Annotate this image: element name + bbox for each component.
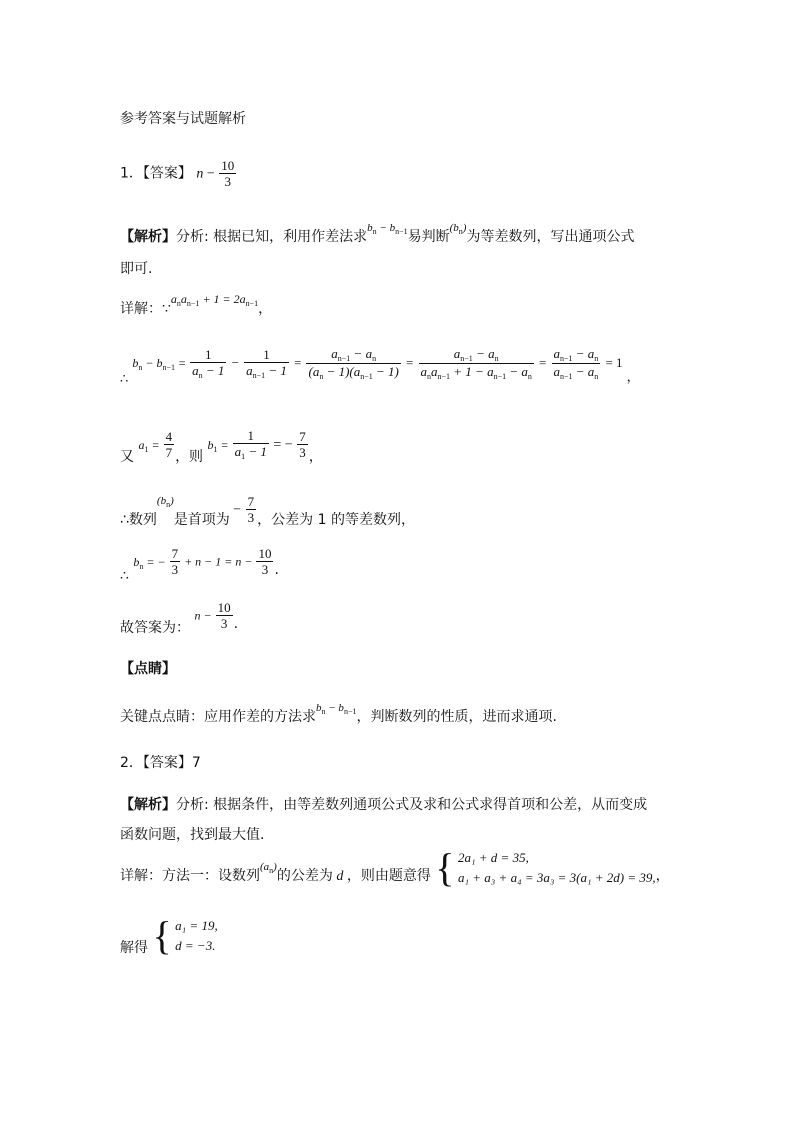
q1-answer-head: 1．【答案】 bbox=[120, 165, 192, 182]
q1-line6-tail: . bbox=[274, 561, 279, 578]
q2-answer-line: 2．【答案】7 bbox=[120, 755, 201, 771]
q1-detail-label: 详解： bbox=[120, 301, 162, 317]
q1-detail-tail: ， bbox=[258, 301, 273, 317]
q1-line4-tail: ， bbox=[308, 448, 323, 465]
q1-analysis-text-c: 为等差数列，写出通项公式 bbox=[466, 229, 635, 245]
q1-line4-mid: ，则 bbox=[175, 448, 204, 465]
q1-line4-pre: 又 bbox=[120, 448, 134, 465]
q2-system1-row2: a₁ + a₃ + a₄ = 3a₃ = 3(a₁ + 2d) = 39, bbox=[458, 870, 656, 885]
q1-point-text: 关键点点睛：应用作差的方法求$^{b_n - b_{n-1}}$，判断数列的性质，进而求通项. bbox=[120, 702, 557, 725]
page-title: 参考答案与试题解析 bbox=[120, 111, 246, 127]
q2-system2-row2: d = −3. bbox=[175, 938, 216, 953]
q1-answer-line: 1．【答案】 n − $\frac{10}{3}$ bbox=[120, 158, 235, 189]
q1-point-label-text: 【点睛】 bbox=[120, 661, 176, 677]
q1-initial-terms: 又 $a_1$ = $\frac{4}{7}$ ，则 $b_1$ = $\frac{1}{a_1 - 1}$ = − $\frac{7}{3}$ ， bbox=[120, 428, 323, 465]
q1-point-text-b: ，判断数列的性质，进而求通项. bbox=[356, 709, 557, 725]
q1-sequence-statement: ∴数列$^{(b_n)}$是首项为 − $\frac{7}{3}$ ，公差为 1 的等差数列， bbox=[120, 494, 415, 528]
q2-analysis bbox=[120, 790, 647, 850]
q1-final-answer: 故答案为： n − $\frac{10}{3}$ . bbox=[120, 600, 239, 636]
q2-detail-line: 详解：方法一：设数列$^{(a_n)}$的公差为 d ，则由题意得 { 2a₁ + d = 35, a₁ + a₃ + a₄ = 3a₃ = 3(a₁ + 2d) = 39, ， bbox=[120, 845, 670, 890]
q1-point-label bbox=[120, 658, 176, 678]
q1-line3-tail: ， bbox=[626, 370, 640, 385]
q1-analysis: 【解析】分析: 根据已知，利用作差法求$^{b_n - b_{n-1}}$易判断$^{(b_n)}$为等差数列，写出通项公式 即可. bbox=[120, 222, 635, 277]
q2-detail-mid2: ，则由题意得 bbox=[346, 868, 431, 884]
q2-solve-pre: 解得 bbox=[120, 940, 148, 956]
q1-line5-tail: ，公差为 1 的等差数列， bbox=[257, 511, 415, 528]
q1-point-text-a: 关键点点睛：应用作差的方法求 bbox=[120, 709, 316, 725]
q2-system2-row1: a₁ = 19, bbox=[175, 918, 218, 933]
q1-line7-tail: . bbox=[233, 615, 239, 632]
q2-detail-pre: 详解：方法一：设数列 bbox=[120, 868, 260, 884]
q1-analysis-text-d: 即可. bbox=[120, 261, 153, 277]
q2-analysis-text-a: 分析: 根据条件，由等差数列通项公式及求和公式求得首项和公差，从而变成 bbox=[176, 797, 648, 813]
q2-analysis-label: 【解析】 bbox=[120, 797, 176, 813]
q1-line7-pre: 故答案为： bbox=[120, 619, 190, 636]
q2-solve-line: 解得 { a₁ = 19, d = −3. bbox=[120, 913, 218, 958]
q1-analysis-label: 【解析】 bbox=[120, 229, 176, 245]
q2-detail-tail: ， bbox=[655, 868, 670, 884]
q1-line5-pre: ∴数列 bbox=[120, 511, 157, 528]
q1-detail-line: 详解：$\because a_na_{n-1} + 1 = 2a_{n-1}$， bbox=[120, 292, 273, 317]
q2-system1-row1: 2a₁ + d = 35, bbox=[458, 850, 529, 865]
q1-analysis-text-a: 分析: 根据已知，利用作差法求 bbox=[176, 229, 368, 245]
q2-analysis-text-b: 函数问题，找到最大值. bbox=[120, 827, 265, 843]
q1-equation-b-diff: ∴ $b_n - b_{n-1}$ = $\frac{1}{a_n - 1}$ − $\frac{1}{a_{n-1} - 1}$ = $\frac{a_{n-1} - a_n}{(a_n - 1)(a_{n-1} - 1)}$ = $\frac{a_{n-1} - a_n}{a_na_{n-1} + 1 - a_{n-1} - a_n}$ = $\frac{a_{n-1} - a_n}{a_{n-1} - a_n}$ = 1 ， bbox=[120, 346, 640, 386]
q1-line5-mid: 是首项为 bbox=[173, 511, 230, 528]
q1-general-term: ∴ $b_n$ = − $\frac{7}{3}$ + n − 1 = n − $\frac{10}{3}$ . bbox=[120, 546, 279, 584]
q2-detail-mid: 的公差为 bbox=[276, 868, 333, 884]
q1-analysis-text-b: 易判断 bbox=[407, 229, 450, 245]
